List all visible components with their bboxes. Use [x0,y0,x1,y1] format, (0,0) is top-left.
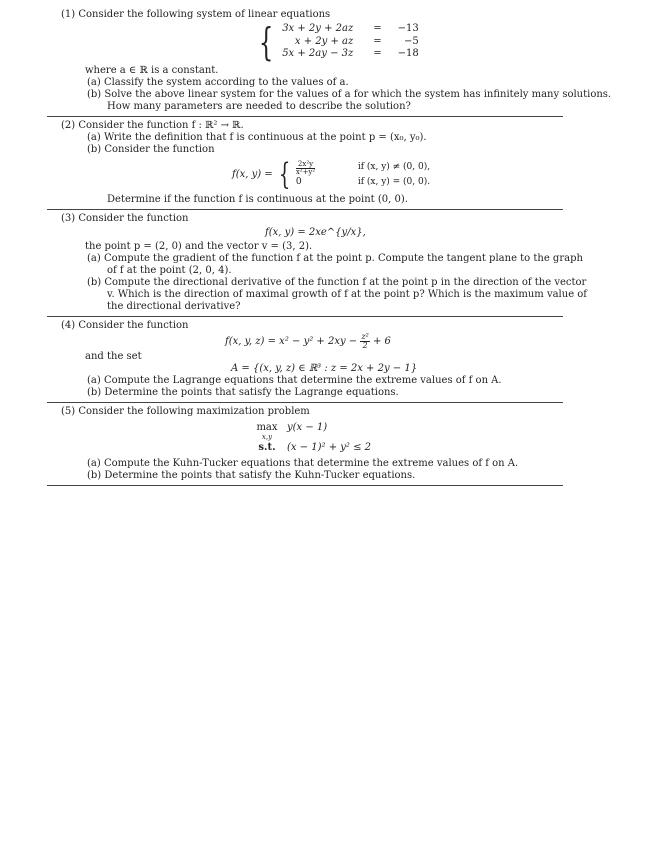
q5-constraint-row: s.t. (x − 1)² + y² ≤ 2 [258,442,372,453]
exam-page [47,9,612,489]
q1-part-a: (a) Classify the system according to the values of a. [87,77,349,88]
q2-part-b: (b) Consider the function [87,144,215,155]
q3-part-a-cont: of f at the point (2, 0, 4). [107,265,232,276]
question-3 [47,213,588,313]
q4-intro: (4) Consider the function [61,320,189,331]
q2-determine: Determine if the function f is continuous at the point (0, 0). [107,194,408,205]
q2-part-a: (a) Write the definition that f is continuous at the point p = (x₀, y₀). [87,132,427,143]
question-4 [47,320,563,399]
divider [47,116,563,117]
q2-case-2: 0 if (x, y) = (0, 0). [295,177,431,187]
q3-part-a: (a) Compute the gradient of the function f at the point p. Compute the tangent plane to the graph [87,253,583,264]
q4-function: f(x, y, z) = x² − y² + 2xy − $\frac{\text{z²}}{2}$ + 6 [225,332,391,350]
divider [47,402,563,403]
q1-equation-1: 3x + 2y + 2az = −13 [282,23,419,34]
q5-optimization-problem [247,422,563,454]
q5-part-a: (a) Compute the Kuhn-Tucker equations that determine the extreme values of f on A. [87,458,519,469]
q4-and-set: and the set [85,351,142,362]
q3-point: the point p = (2, 0) and the vector v = (3, 2). [85,241,313,252]
question-5 [47,406,563,482]
left-brace-icon: { [258,20,274,64]
q1-part-b: (b) Solve the above linear system for the values of a for which the system has infinitely many solutions. [87,89,612,100]
q4-part-b: (b) Determine the points that satisfy the Lagrange equations. [87,387,399,398]
divider [47,316,563,317]
q4-part-a: (a) Compute the Lagrange equations that determine the extreme values of f on A. [87,375,502,386]
q2-case-1: $\frac{\text{2x²y}}{\text{x²+y²}}$ if (x, y) ≠ (0, 0), [295,160,431,176]
q2-piecewise-function: f(x, y) = { $\frac{\text{2x²y}}{\text{x²+y²}}$ if (x, y) ≠ (0, 0), 0 if (x, y) = (0, 0). [232,157,431,192]
q3-function: f(x, y) = 2xe^{y/x}, [265,227,366,238]
question-2 [47,120,563,206]
q3-part-b-cont-1: v. Which is the direction of maximal growth of f at the point p? Which is the maximum value of [107,289,588,300]
divider [47,209,563,210]
q3-part-b: (b) Compute the directional derivative of the function f at the point p in the direction of the vector [87,277,587,288]
q1-equation-3: 5x + 2ay − 3z = −18 [282,48,419,60]
q5-objective-row: max x,y y(x − 1) [256,422,328,441]
q5-intro: (5) Consider the following maximization problem [61,406,310,417]
q1-equation-2: x + 2y + az = −5 [294,35,419,47]
q1-intro: (1) Consider the following system of linear equations [61,9,331,20]
question-1 [47,9,612,113]
q5-part-b: (b) Determine the points that satisfy the Kuhn-Tucker equations. [87,470,416,481]
left-brace-icon: { [278,157,290,192]
divider [47,485,563,486]
q1-where: where a ∈ ℝ is a constant. [85,65,219,76]
q3-intro: (3) Consider the function [61,213,189,224]
q1-equation-system [254,20,563,64]
q1-part-b-cont: How many parameters are needed to describe the solution? [107,101,411,112]
q3-part-b-cont-2: the directional derivative? [107,301,241,312]
q4-set: A = {(x, y, z) ∈ ℝ³ : z = 2x + 2y − 1} [231,363,418,374]
q2-intro: (2) Consider the function f : ℝ² → ℝ. [61,120,244,131]
